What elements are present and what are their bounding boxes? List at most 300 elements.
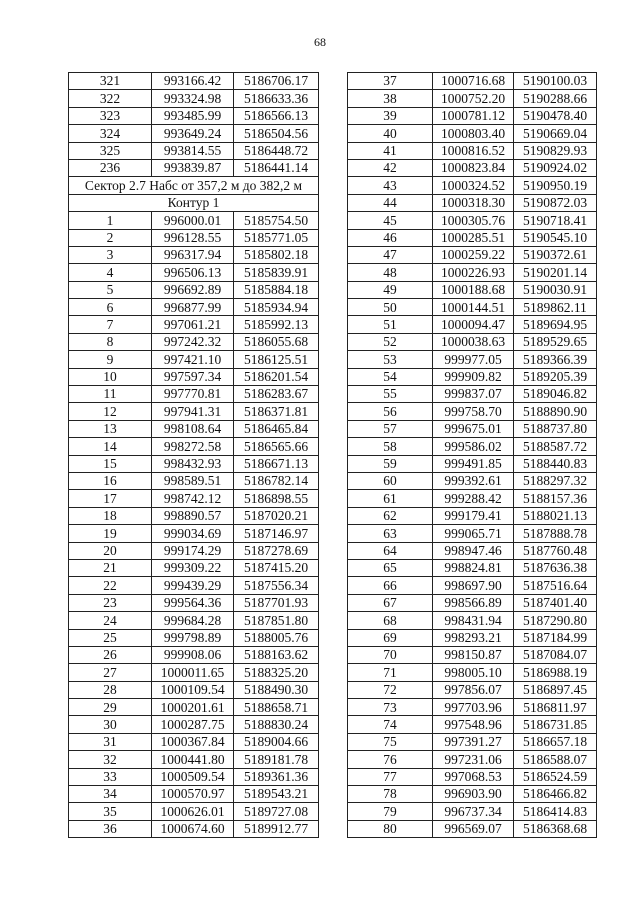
y-coordinate-cell: 5187020.21: [234, 507, 319, 524]
table-row: [348, 786, 597, 803]
table-row: [348, 90, 597, 107]
sector-heading-row: [69, 177, 319, 194]
point-number-cell: 53: [348, 351, 433, 368]
point-number-cell: 54: [348, 368, 433, 385]
y-coordinate-cell: 5186657.18: [514, 733, 597, 750]
point-number-cell: 7: [69, 316, 152, 333]
table-row: [69, 438, 319, 455]
table-row: [348, 212, 597, 229]
y-coordinate-cell: 5186898.55: [234, 490, 319, 507]
table-row: [348, 351, 597, 368]
point-number-cell: 322: [69, 90, 152, 107]
y-coordinate-cell: 5190924.02: [514, 159, 597, 176]
table-row: [69, 368, 319, 385]
x-coordinate-cell: 1000011.65: [152, 664, 234, 681]
x-coordinate-cell: 997421.10: [152, 351, 234, 368]
table-row: [348, 246, 597, 263]
x-coordinate-cell: 1000781.12: [433, 107, 514, 124]
y-coordinate-cell: 5185934.94: [234, 299, 319, 316]
y-coordinate-cell: 5186782.14: [234, 472, 319, 489]
point-number-cell: 28: [69, 681, 152, 698]
point-number-cell: 34: [69, 786, 152, 803]
y-coordinate-cell: 5190718.41: [514, 212, 597, 229]
y-coordinate-cell: 5190669.04: [514, 125, 597, 142]
x-coordinate-cell: 997703.96: [433, 699, 514, 716]
table-row: [348, 577, 597, 594]
point-number-cell: 3: [69, 246, 152, 263]
x-coordinate-cell: 999908.06: [152, 646, 234, 663]
point-number-cell: 36: [69, 820, 152, 837]
point-number-cell: 70: [348, 646, 433, 663]
point-number-cell: 75: [348, 733, 433, 750]
left-table-headings: [69, 177, 319, 212]
x-coordinate-cell: 1000716.68: [433, 73, 514, 90]
table-row: [348, 664, 597, 681]
point-number-cell: 37: [348, 73, 433, 90]
point-number-cell: 77: [348, 768, 433, 785]
point-number-cell: 19: [69, 525, 152, 542]
x-coordinate-cell: 999065.71: [433, 525, 514, 542]
point-number-cell: 17: [69, 490, 152, 507]
y-coordinate-cell: 5186565.66: [234, 438, 319, 455]
point-number-cell: 27: [69, 664, 152, 681]
table-row: [348, 751, 597, 768]
point-number-cell: 51: [348, 316, 433, 333]
table-row: [69, 264, 319, 281]
y-coordinate-cell: 5189543.21: [234, 786, 319, 803]
y-coordinate-cell: 5189361.36: [234, 768, 319, 785]
table-row: [348, 368, 597, 385]
x-coordinate-cell: 999684.28: [152, 612, 234, 629]
y-coordinate-cell: 5189862.11: [514, 299, 597, 316]
table-row: [69, 299, 319, 316]
table-row: [69, 333, 319, 350]
x-coordinate-cell: 1000285.51: [433, 229, 514, 246]
y-coordinate-cell: 5187084.07: [514, 646, 597, 663]
table-row: [348, 542, 597, 559]
table-row: [348, 194, 597, 211]
table-row: [69, 629, 319, 646]
table-row: [69, 420, 319, 437]
x-coordinate-cell: 1000188.68: [433, 281, 514, 298]
y-coordinate-cell: 5187415.20: [234, 559, 319, 576]
point-number-cell: 32: [69, 751, 152, 768]
point-number-cell: 321: [69, 73, 152, 90]
y-coordinate-cell: 5189694.95: [514, 316, 597, 333]
y-coordinate-cell: 5185839.91: [234, 264, 319, 281]
x-coordinate-cell: 998293.21: [433, 629, 514, 646]
point-number-cell: 48: [348, 264, 433, 281]
y-coordinate-cell: 5187401.40: [514, 594, 597, 611]
table-row: [348, 438, 597, 455]
x-coordinate-cell: 998150.87: [433, 646, 514, 663]
point-number-cell: 38: [348, 90, 433, 107]
x-coordinate-cell: 999758.70: [433, 403, 514, 420]
table-row: [69, 507, 319, 524]
y-coordinate-cell: 5186465.84: [234, 420, 319, 437]
y-coordinate-cell: 5187760.48: [514, 542, 597, 559]
point-number-cell: 12: [69, 403, 152, 420]
table-row: [348, 455, 597, 472]
point-number-cell: 68: [348, 612, 433, 629]
x-coordinate-cell: 993649.24: [152, 125, 234, 142]
y-coordinate-cell: 5187290.80: [514, 612, 597, 629]
x-coordinate-cell: 993839.87: [152, 159, 234, 176]
table-row: [348, 559, 597, 576]
y-coordinate-cell: 5187701.93: [234, 594, 319, 611]
y-coordinate-cell: 5185992.13: [234, 316, 319, 333]
table-row: [348, 386, 597, 403]
x-coordinate-cell: 1000324.52: [433, 177, 514, 194]
point-number-cell: 33: [69, 768, 152, 785]
x-coordinate-cell: 997770.81: [152, 386, 234, 403]
table-row: [348, 507, 597, 524]
point-number-cell: 78: [348, 786, 433, 803]
y-coordinate-cell: 5188297.32: [514, 472, 597, 489]
point-number-cell: 65: [348, 559, 433, 576]
x-coordinate-cell: 1000144.51: [433, 299, 514, 316]
point-number-cell: 42: [348, 159, 433, 176]
point-number-cell: 43: [348, 177, 433, 194]
y-coordinate-cell: 5190545.10: [514, 229, 597, 246]
y-coordinate-cell: 5188737.80: [514, 420, 597, 437]
point-number-cell: 18: [69, 507, 152, 524]
y-coordinate-cell: 5188440.83: [514, 455, 597, 472]
x-coordinate-cell: 1000570.97: [152, 786, 234, 803]
y-coordinate-cell: 5187556.34: [234, 577, 319, 594]
point-number-cell: 49: [348, 281, 433, 298]
y-coordinate-cell: 5189366.39: [514, 351, 597, 368]
x-coordinate-cell: 997061.21: [152, 316, 234, 333]
y-coordinate-cell: 5186731.85: [514, 716, 597, 733]
y-coordinate-cell: 5188021.13: [514, 507, 597, 524]
point-number-cell: 15: [69, 455, 152, 472]
x-coordinate-cell: 996000.01: [152, 212, 234, 229]
x-coordinate-cell: 997391.27: [433, 733, 514, 750]
table-row: [69, 472, 319, 489]
y-coordinate-cell: 5190288.66: [514, 90, 597, 107]
table-row: [69, 142, 319, 159]
x-coordinate-cell: 998947.46: [433, 542, 514, 559]
table-row: [69, 351, 319, 368]
table-row: [348, 159, 597, 176]
table-row: [348, 403, 597, 420]
table-row: [348, 699, 597, 716]
table-row: [348, 73, 597, 90]
y-coordinate-cell: 5189529.65: [514, 333, 597, 350]
table-row: [69, 107, 319, 124]
x-coordinate-cell: 999909.82: [433, 368, 514, 385]
table-row: [69, 786, 319, 803]
point-number-cell: 24: [69, 612, 152, 629]
y-coordinate-cell: 5188830.24: [234, 716, 319, 733]
x-coordinate-cell: 997597.34: [152, 368, 234, 385]
y-coordinate-cell: 5188890.90: [514, 403, 597, 420]
point-number-cell: 23: [69, 594, 152, 611]
point-number-cell: 6: [69, 299, 152, 316]
contour-heading: Контур 1: [69, 194, 319, 211]
table-row: [348, 333, 597, 350]
y-coordinate-cell: 5186588.07: [514, 751, 597, 768]
x-coordinate-cell: 993485.99: [152, 107, 234, 124]
y-coordinate-cell: 5190100.03: [514, 73, 597, 90]
point-number-cell: 59: [348, 455, 433, 472]
y-coordinate-cell: 5186055.68: [234, 333, 319, 350]
point-number-cell: 29: [69, 699, 152, 716]
x-coordinate-cell: 996737.34: [433, 803, 514, 820]
table-row: [348, 820, 597, 837]
y-coordinate-cell: 5186201.54: [234, 368, 319, 385]
table-row: [69, 403, 319, 420]
x-coordinate-cell: 1000509.54: [152, 768, 234, 785]
y-coordinate-cell: 5186125.51: [234, 351, 319, 368]
left-table-rows-top: [69, 73, 319, 177]
point-number-cell: 62: [348, 507, 433, 524]
point-number-cell: 57: [348, 420, 433, 437]
table-row: [348, 490, 597, 507]
x-coordinate-cell: 999798.89: [152, 629, 234, 646]
table-row: [69, 246, 319, 263]
point-number-cell: 236: [69, 159, 152, 176]
table-row: [69, 386, 319, 403]
table-row: [348, 472, 597, 489]
table-row: [69, 594, 319, 611]
point-number-cell: 324: [69, 125, 152, 142]
point-number-cell: 67: [348, 594, 433, 611]
x-coordinate-cell: 996317.94: [152, 246, 234, 263]
x-coordinate-cell: 999174.29: [152, 542, 234, 559]
table-row: [348, 733, 597, 750]
x-coordinate-cell: 999309.22: [152, 559, 234, 576]
table-row: [69, 716, 319, 733]
table-row: [348, 299, 597, 316]
point-number-cell: 22: [69, 577, 152, 594]
table-row: [69, 316, 319, 333]
y-coordinate-cell: 5187146.97: [234, 525, 319, 542]
x-coordinate-cell: 997548.96: [433, 716, 514, 733]
point-number-cell: 50: [348, 299, 433, 316]
sector-heading: Сектор 2.7 Набс от 357,2 м до 382,2 м: [69, 177, 319, 194]
point-number-cell: 64: [348, 542, 433, 559]
x-coordinate-cell: 999439.29: [152, 577, 234, 594]
table-row: [69, 490, 319, 507]
x-coordinate-cell: 997941.31: [152, 403, 234, 420]
table-row: [69, 820, 319, 837]
y-coordinate-cell: 5190950.19: [514, 177, 597, 194]
table-row: [69, 525, 319, 542]
point-number-cell: 56: [348, 403, 433, 420]
x-coordinate-cell: 998431.94: [433, 612, 514, 629]
point-number-cell: 79: [348, 803, 433, 820]
x-coordinate-cell: 1000201.61: [152, 699, 234, 716]
point-number-cell: 40: [348, 125, 433, 142]
y-coordinate-cell: 5186988.19: [514, 664, 597, 681]
table-row: [69, 125, 319, 142]
point-number-cell: 60: [348, 472, 433, 489]
x-coordinate-cell: 1000305.76: [433, 212, 514, 229]
table-row: [348, 229, 597, 246]
table-row: [69, 646, 319, 663]
x-coordinate-cell: 1000038.63: [433, 333, 514, 350]
y-coordinate-cell: 5185771.05: [234, 229, 319, 246]
table-row: [348, 281, 597, 298]
point-number-cell: 26: [69, 646, 152, 663]
x-coordinate-cell: 999977.05: [433, 351, 514, 368]
table-row: [348, 420, 597, 437]
point-number-cell: 55: [348, 386, 433, 403]
y-coordinate-cell: 5188587.72: [514, 438, 597, 455]
x-coordinate-cell: 996877.99: [152, 299, 234, 316]
table-row: [348, 612, 597, 629]
table-row: [69, 733, 319, 750]
contour-heading-row: [69, 194, 319, 211]
table-row: [348, 264, 597, 281]
point-number-cell: 30: [69, 716, 152, 733]
y-coordinate-cell: 5186811.97: [514, 699, 597, 716]
y-coordinate-cell: 5187184.99: [514, 629, 597, 646]
x-coordinate-cell: 998272.58: [152, 438, 234, 455]
x-coordinate-cell: 1000259.22: [433, 246, 514, 263]
point-number-cell: 72: [348, 681, 433, 698]
point-number-cell: 80: [348, 820, 433, 837]
x-coordinate-cell: 999837.07: [433, 386, 514, 403]
x-coordinate-cell: 996692.89: [152, 281, 234, 298]
point-number-cell: 41: [348, 142, 433, 159]
y-coordinate-cell: 5188005.76: [234, 629, 319, 646]
point-number-cell: 2: [69, 229, 152, 246]
point-number-cell: 76: [348, 751, 433, 768]
y-coordinate-cell: 5188157.36: [514, 490, 597, 507]
x-coordinate-cell: 999586.02: [433, 438, 514, 455]
x-coordinate-cell: 1000752.20: [433, 90, 514, 107]
x-coordinate-cell: 998005.10: [433, 664, 514, 681]
left-table-rows-bottom: [69, 212, 319, 838]
x-coordinate-cell: 998824.81: [433, 559, 514, 576]
point-number-cell: 11: [69, 386, 152, 403]
y-coordinate-cell: 5187851.80: [234, 612, 319, 629]
y-coordinate-cell: 5186368.68: [514, 820, 597, 837]
point-number-cell: 10: [69, 368, 152, 385]
table-row: [348, 594, 597, 611]
table-row: [348, 646, 597, 663]
table-row: [348, 629, 597, 646]
right-table-rows: [348, 73, 597, 838]
table-row: [348, 525, 597, 542]
y-coordinate-cell: 5190201.14: [514, 264, 597, 281]
x-coordinate-cell: 999034.69: [152, 525, 234, 542]
x-coordinate-cell: 996128.55: [152, 229, 234, 246]
table-row: [69, 612, 319, 629]
y-coordinate-cell: 5185754.50: [234, 212, 319, 229]
x-coordinate-cell: 997856.07: [433, 681, 514, 698]
y-coordinate-cell: 5188163.62: [234, 646, 319, 663]
point-number-cell: 16: [69, 472, 152, 489]
point-number-cell: 31: [69, 733, 152, 750]
table-row: [69, 664, 319, 681]
point-number-cell: 47: [348, 246, 433, 263]
y-coordinate-cell: 5186441.14: [234, 159, 319, 176]
y-coordinate-cell: 5186448.72: [234, 142, 319, 159]
y-coordinate-cell: 5190478.40: [514, 107, 597, 124]
y-coordinate-cell: 5189046.82: [514, 386, 597, 403]
y-coordinate-cell: 5186504.56: [234, 125, 319, 142]
y-coordinate-cell: 5186414.83: [514, 803, 597, 820]
point-number-cell: 4: [69, 264, 152, 281]
y-coordinate-cell: 5187278.69: [234, 542, 319, 559]
table-row: [69, 281, 319, 298]
y-coordinate-cell: 5189912.77: [234, 820, 319, 837]
point-number-cell: 8: [69, 333, 152, 350]
point-number-cell: 44: [348, 194, 433, 211]
x-coordinate-cell: 996903.90: [433, 786, 514, 803]
point-number-cell: 20: [69, 542, 152, 559]
table-row: [69, 699, 319, 716]
table-row: [348, 716, 597, 733]
x-coordinate-cell: 998432.93: [152, 455, 234, 472]
table-row: [348, 107, 597, 124]
x-coordinate-cell: 998890.57: [152, 507, 234, 524]
table-row: [69, 803, 319, 820]
y-coordinate-cell: 5186283.67: [234, 386, 319, 403]
x-coordinate-cell: 998742.12: [152, 490, 234, 507]
x-coordinate-cell: 1000367.84: [152, 733, 234, 750]
table-row: [69, 159, 319, 176]
x-coordinate-cell: 996506.13: [152, 264, 234, 281]
x-coordinate-cell: 999491.85: [433, 455, 514, 472]
x-coordinate-cell: 999564.36: [152, 594, 234, 611]
point-number-cell: 73: [348, 699, 433, 716]
page-number: 68: [314, 35, 326, 49]
point-number-cell: 71: [348, 664, 433, 681]
point-number-cell: 69: [348, 629, 433, 646]
x-coordinate-cell: 1000441.80: [152, 751, 234, 768]
point-number-cell: 13: [69, 420, 152, 437]
x-coordinate-cell: 993166.42: [152, 73, 234, 90]
y-coordinate-cell: 5186566.13: [234, 107, 319, 124]
table-row: [69, 681, 319, 698]
point-number-cell: 323: [69, 107, 152, 124]
y-coordinate-cell: 5185884.18: [234, 281, 319, 298]
y-coordinate-cell: 5188325.20: [234, 664, 319, 681]
table-row: [348, 803, 597, 820]
x-coordinate-cell: 1000803.40: [433, 125, 514, 142]
y-coordinate-cell: 5189181.78: [234, 751, 319, 768]
table-row: [348, 681, 597, 698]
x-coordinate-cell: 999675.01: [433, 420, 514, 437]
x-coordinate-cell: 998566.89: [433, 594, 514, 611]
point-number-cell: 35: [69, 803, 152, 820]
y-coordinate-cell: 5186371.81: [234, 403, 319, 420]
table-row: [69, 455, 319, 472]
x-coordinate-cell: 998108.64: [152, 420, 234, 437]
table-row: [348, 142, 597, 159]
point-number-cell: 5: [69, 281, 152, 298]
y-coordinate-cell: 5188658.71: [234, 699, 319, 716]
y-coordinate-cell: 5187516.64: [514, 577, 597, 594]
x-coordinate-cell: 993324.98: [152, 90, 234, 107]
y-coordinate-cell: 5186524.59: [514, 768, 597, 785]
x-coordinate-cell: 999392.61: [433, 472, 514, 489]
x-coordinate-cell: 998589.51: [152, 472, 234, 489]
table-row: [69, 73, 319, 90]
y-coordinate-cell: 5186671.13: [234, 455, 319, 472]
point-number-cell: 52: [348, 333, 433, 350]
coordinates-table-right: [347, 72, 597, 838]
point-number-cell: 66: [348, 577, 433, 594]
x-coordinate-cell: 1000816.52: [433, 142, 514, 159]
table-row: [348, 768, 597, 785]
table-row: [348, 177, 597, 194]
